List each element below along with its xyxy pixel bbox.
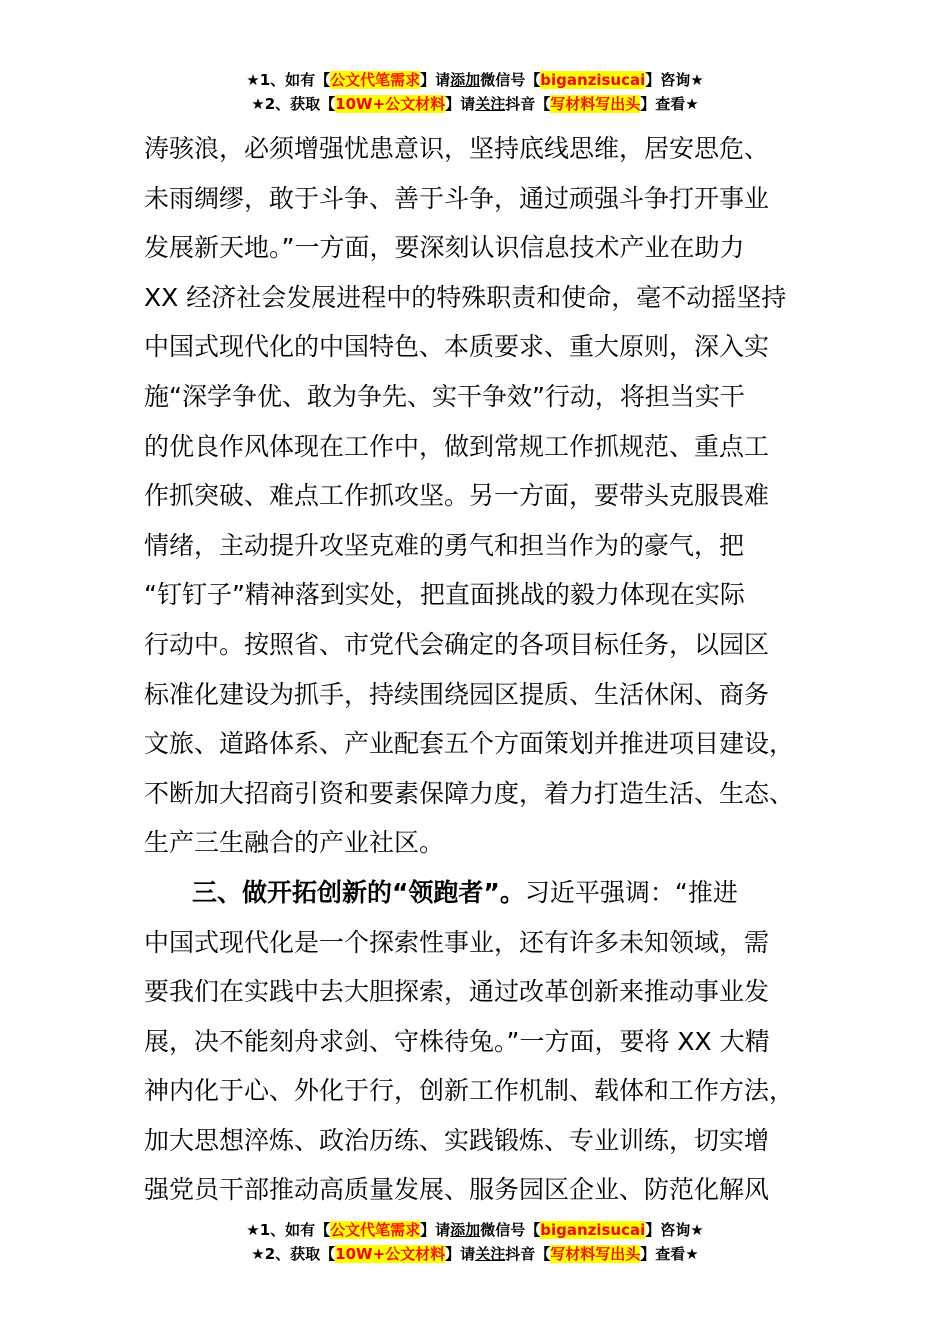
text-line: 中国式现代化是一个探索性事业，还有许多未知领域，需 — [144, 927, 770, 957]
banner-text: 1、如有【 — [259, 1221, 331, 1239]
text-line: 的优良作风体现在工作中，做到常规工作抓规范、重点工 — [144, 431, 770, 461]
highlight-douyin: 写材料写出头 — [550, 95, 641, 113]
text-line: 生产三生融合的产业社区。 — [144, 828, 445, 858]
header-banner — [0, 68, 950, 116]
text-line: 未雨绸缪，敢于斗争、善于斗争，通过顽强斗争打开事业 — [144, 183, 770, 213]
text-line: 神内化于心、外化于行，创新工作机制、载体和工作方法， — [144, 1076, 795, 1106]
text-line: 强党员干部推动高质量发展、服务园区企业、防范化解风 — [144, 1175, 770, 1205]
text-line: 行动中。按照省、市党代会确定的各项目标任务，以园区 — [144, 629, 770, 659]
banner-text: 】请 — [445, 1245, 476, 1263]
banner-text: 】查看 — [640, 1245, 686, 1263]
highlight-wechat-id: biganzisucai — [540, 1221, 646, 1239]
highlight-materials: 10W+公文材料 — [335, 95, 446, 113]
text-line: 情绪，主动提升攻坚克难的勇气和担当作为的豪气，把 — [144, 530, 745, 560]
banner-text: 2、获取【 — [264, 1245, 336, 1263]
highlight-materials: 10W+公文材料 — [335, 1245, 446, 1263]
star-icon: ★ — [690, 71, 704, 89]
banner-underlined-text: 添加 — [450, 71, 481, 89]
banner-text: 微信号【 — [480, 71, 541, 89]
star-icon: ★ — [685, 95, 699, 113]
text-line: 加大思想淬炼、政治历练、实践锻炼、专业训练，切实增 — [144, 1125, 770, 1155]
text-line: XX 经济社会发展进程中的特殊职责和使命，毫不动摇坚持 — [144, 282, 787, 312]
text-line: 展，决不能刻舟求剑、守株待兔。”一方面，要将 XX 大精 — [144, 1026, 770, 1056]
text-line: 施“深学争优、敢为争先、实干争效”行动，将担当实干 — [144, 381, 745, 411]
text-line: 文旅、道路体系、产业配套五个方面策划并推进项目建设， — [144, 729, 795, 759]
banner-text: 抖音【 — [505, 95, 551, 113]
banner-line-2 — [0, 1242, 950, 1266]
banner-text: 微信号【 — [480, 1221, 541, 1239]
banner-text: 】请 — [420, 1221, 451, 1239]
highlight-service: 公文代笔需求 — [330, 71, 421, 89]
star-icon: ★ — [251, 1245, 265, 1263]
star-icon: ★ — [251, 95, 265, 113]
highlight-douyin: 写材料写出头 — [550, 1245, 641, 1263]
banner-underlined-text: 关注 — [475, 1245, 506, 1263]
footer-banner — [0, 1218, 950, 1266]
banner-line-1 — [0, 68, 950, 92]
text-line: 发展新天地。”一方面，要深刻认识信息技术产业在助力 — [144, 233, 745, 263]
text-line: 作抓突破、难点工作抓攻坚。另一方面，要带头克服畏难 — [144, 481, 770, 511]
text-line: 涛骇浪，必须增强忧患意识，坚持底线思维，居安思危、 — [144, 134, 770, 163]
section-heading-line — [144, 868, 808, 918]
section-heading-rest: 习近平强调：“推进 — [524, 877, 738, 907]
text-line: 标准化建设为抓手，持续围绕园区提质、生活休闲、商务 — [144, 679, 770, 709]
document-body — [144, 124, 808, 1215]
banner-line-2 — [0, 92, 950, 116]
text-line: 不断加大招商引资和要素保障力度，着力打造生活、生态、 — [144, 778, 795, 808]
highlight-wechat-id: biganzisucai — [540, 71, 646, 89]
banner-text: 】请 — [420, 71, 451, 89]
banner-text: 】请 — [445, 95, 476, 113]
highlight-service: 公文代笔需求 — [330, 1221, 421, 1239]
star-icon: ★ — [685, 1245, 699, 1263]
banner-underlined-text: 添加 — [450, 1221, 481, 1239]
section-heading: 三、做开拓创新的“领跑者”。 — [192, 877, 525, 907]
text-line: 中国式现代化的中国特色、本质要求、重大原则，深入实 — [144, 332, 770, 362]
banner-text: 】咨询 — [645, 71, 691, 89]
star-icon: ★ — [246, 1221, 260, 1239]
star-icon: ★ — [246, 71, 260, 89]
banner-text: 1、如有【 — [259, 71, 331, 89]
banner-text: 抖音【 — [505, 1245, 551, 1263]
banner-line-1 — [0, 1218, 950, 1242]
star-icon: ★ — [690, 1221, 704, 1239]
banner-text: 2、获取【 — [264, 95, 336, 113]
banner-underlined-text: 关注 — [475, 95, 506, 113]
banner-text: 】查看 — [640, 95, 686, 113]
banner-text: 】咨询 — [645, 1221, 691, 1239]
text-line: 要我们在实践中去大胆探索，通过改革创新来推动事业发 — [144, 977, 770, 1007]
text-line: “钉钉子”精神落到实处，把直面挑战的毅力体现在实际 — [144, 580, 745, 610]
